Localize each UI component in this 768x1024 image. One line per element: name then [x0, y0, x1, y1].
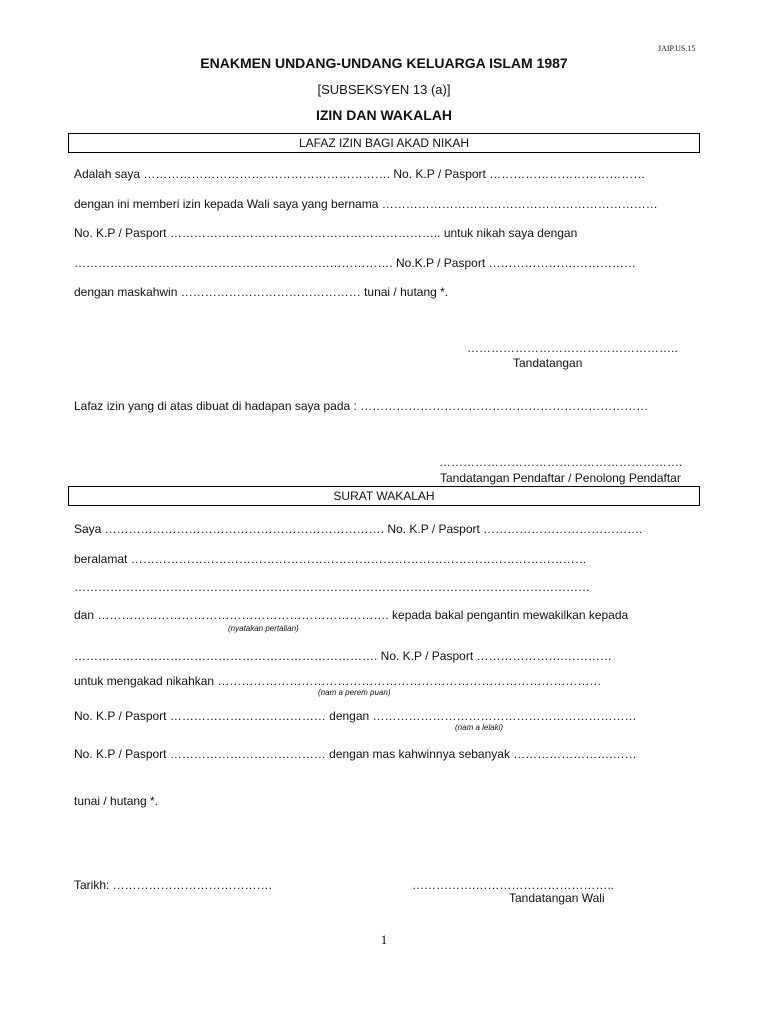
wakalah-line-representative: …………………………………………………………………. No. K.P / Pasport ………………….…………	[74, 649, 612, 663]
wakalah-line-address-cont: …………………………………………………………………………………………………………………	[74, 580, 590, 594]
witness-line: Lafaz izin yang di atas dibuat di hadapan saya pada : ………………………………………………………………	[74, 399, 649, 413]
wakalah-line-dowry: No. K.P / Pasport ………………………………… dengan mas kahwinnya sebanyak …………………….……	[74, 747, 637, 761]
signature-line: ……………………………………………..	[467, 341, 678, 355]
izin-line-applicant: Adalah saya ………………………….…………………………. No. K.P / Pasport …………………………………	[74, 167, 646, 181]
wali-signature-label: Tandatangan Wali	[509, 891, 605, 905]
page-number: 1	[380, 932, 388, 947]
izin-line-groom: ……………………………………………………….……………. No.K.P / Pasport ………………….……………	[74, 256, 636, 270]
date-line: Tarikh: ………………………………….	[74, 878, 273, 892]
wakalah-line-address: beralamat ……………………………………………………………………………………………………	[74, 552, 587, 566]
registrar-signature-label: Tandatangan Pendaftar / Penolong Pendaftar	[440, 471, 681, 485]
note-relationship: (nyatakan pertalian)	[228, 624, 299, 633]
wakalah-line-relation: dan ………………………………………………………………. kepada bakal pengantin mewakilkan kepada	[74, 608, 629, 622]
note-groom-name: (nam a lelaki)	[455, 723, 504, 732]
form-code: JAIP.US.15	[658, 44, 696, 53]
signature-label: Tandatangan	[513, 356, 583, 370]
document-title: ENAKMEN UNDANG-UNDANG KELUARGA ISLAM 1987	[200, 55, 568, 71]
wakalah-line-groom: No. K.P / Pasport ………………………………… dengan …………………………………………………………	[74, 709, 637, 723]
izin-line-dowry: dengan maskahwin ……………………………………… tunai / hutang *.	[74, 285, 449, 299]
izin-section-header: LAFAZ IZIN BAGI AKAD NIKAH	[68, 133, 700, 153]
form-title: IZIN DAN WAKALAH	[315, 107, 453, 123]
izin-line-wali-name: dengan ini memberi izin kepada Wali saya yang bernama ……………………………………………………………	[74, 197, 658, 211]
wakalah-section-header: SURAT WAKALAH	[68, 486, 700, 506]
wakalah-line-name: Saya ……………………………………………………………. No. K.P / Pasport ………………………………….	[74, 522, 643, 536]
wali-signature-line: …………….……………………………..	[412, 878, 615, 892]
wakalah-line-payment: tunai / hutang *.	[74, 794, 159, 808]
subsection-label: [SUBSEKSYEN 13 (a)]	[317, 82, 451, 97]
registrar-signature-line: …………………………………………………….	[439, 455, 683, 469]
izin-line-wali-id: No. K.P / Pasport ………………………………………………………….. untuk nikah saya dengan	[74, 226, 578, 240]
note-bride-name: (nam a perem puan)	[318, 688, 391, 697]
wakalah-line-bride: untuk mengakad nikahkan ……………………………………………………………………………………	[74, 674, 602, 688]
